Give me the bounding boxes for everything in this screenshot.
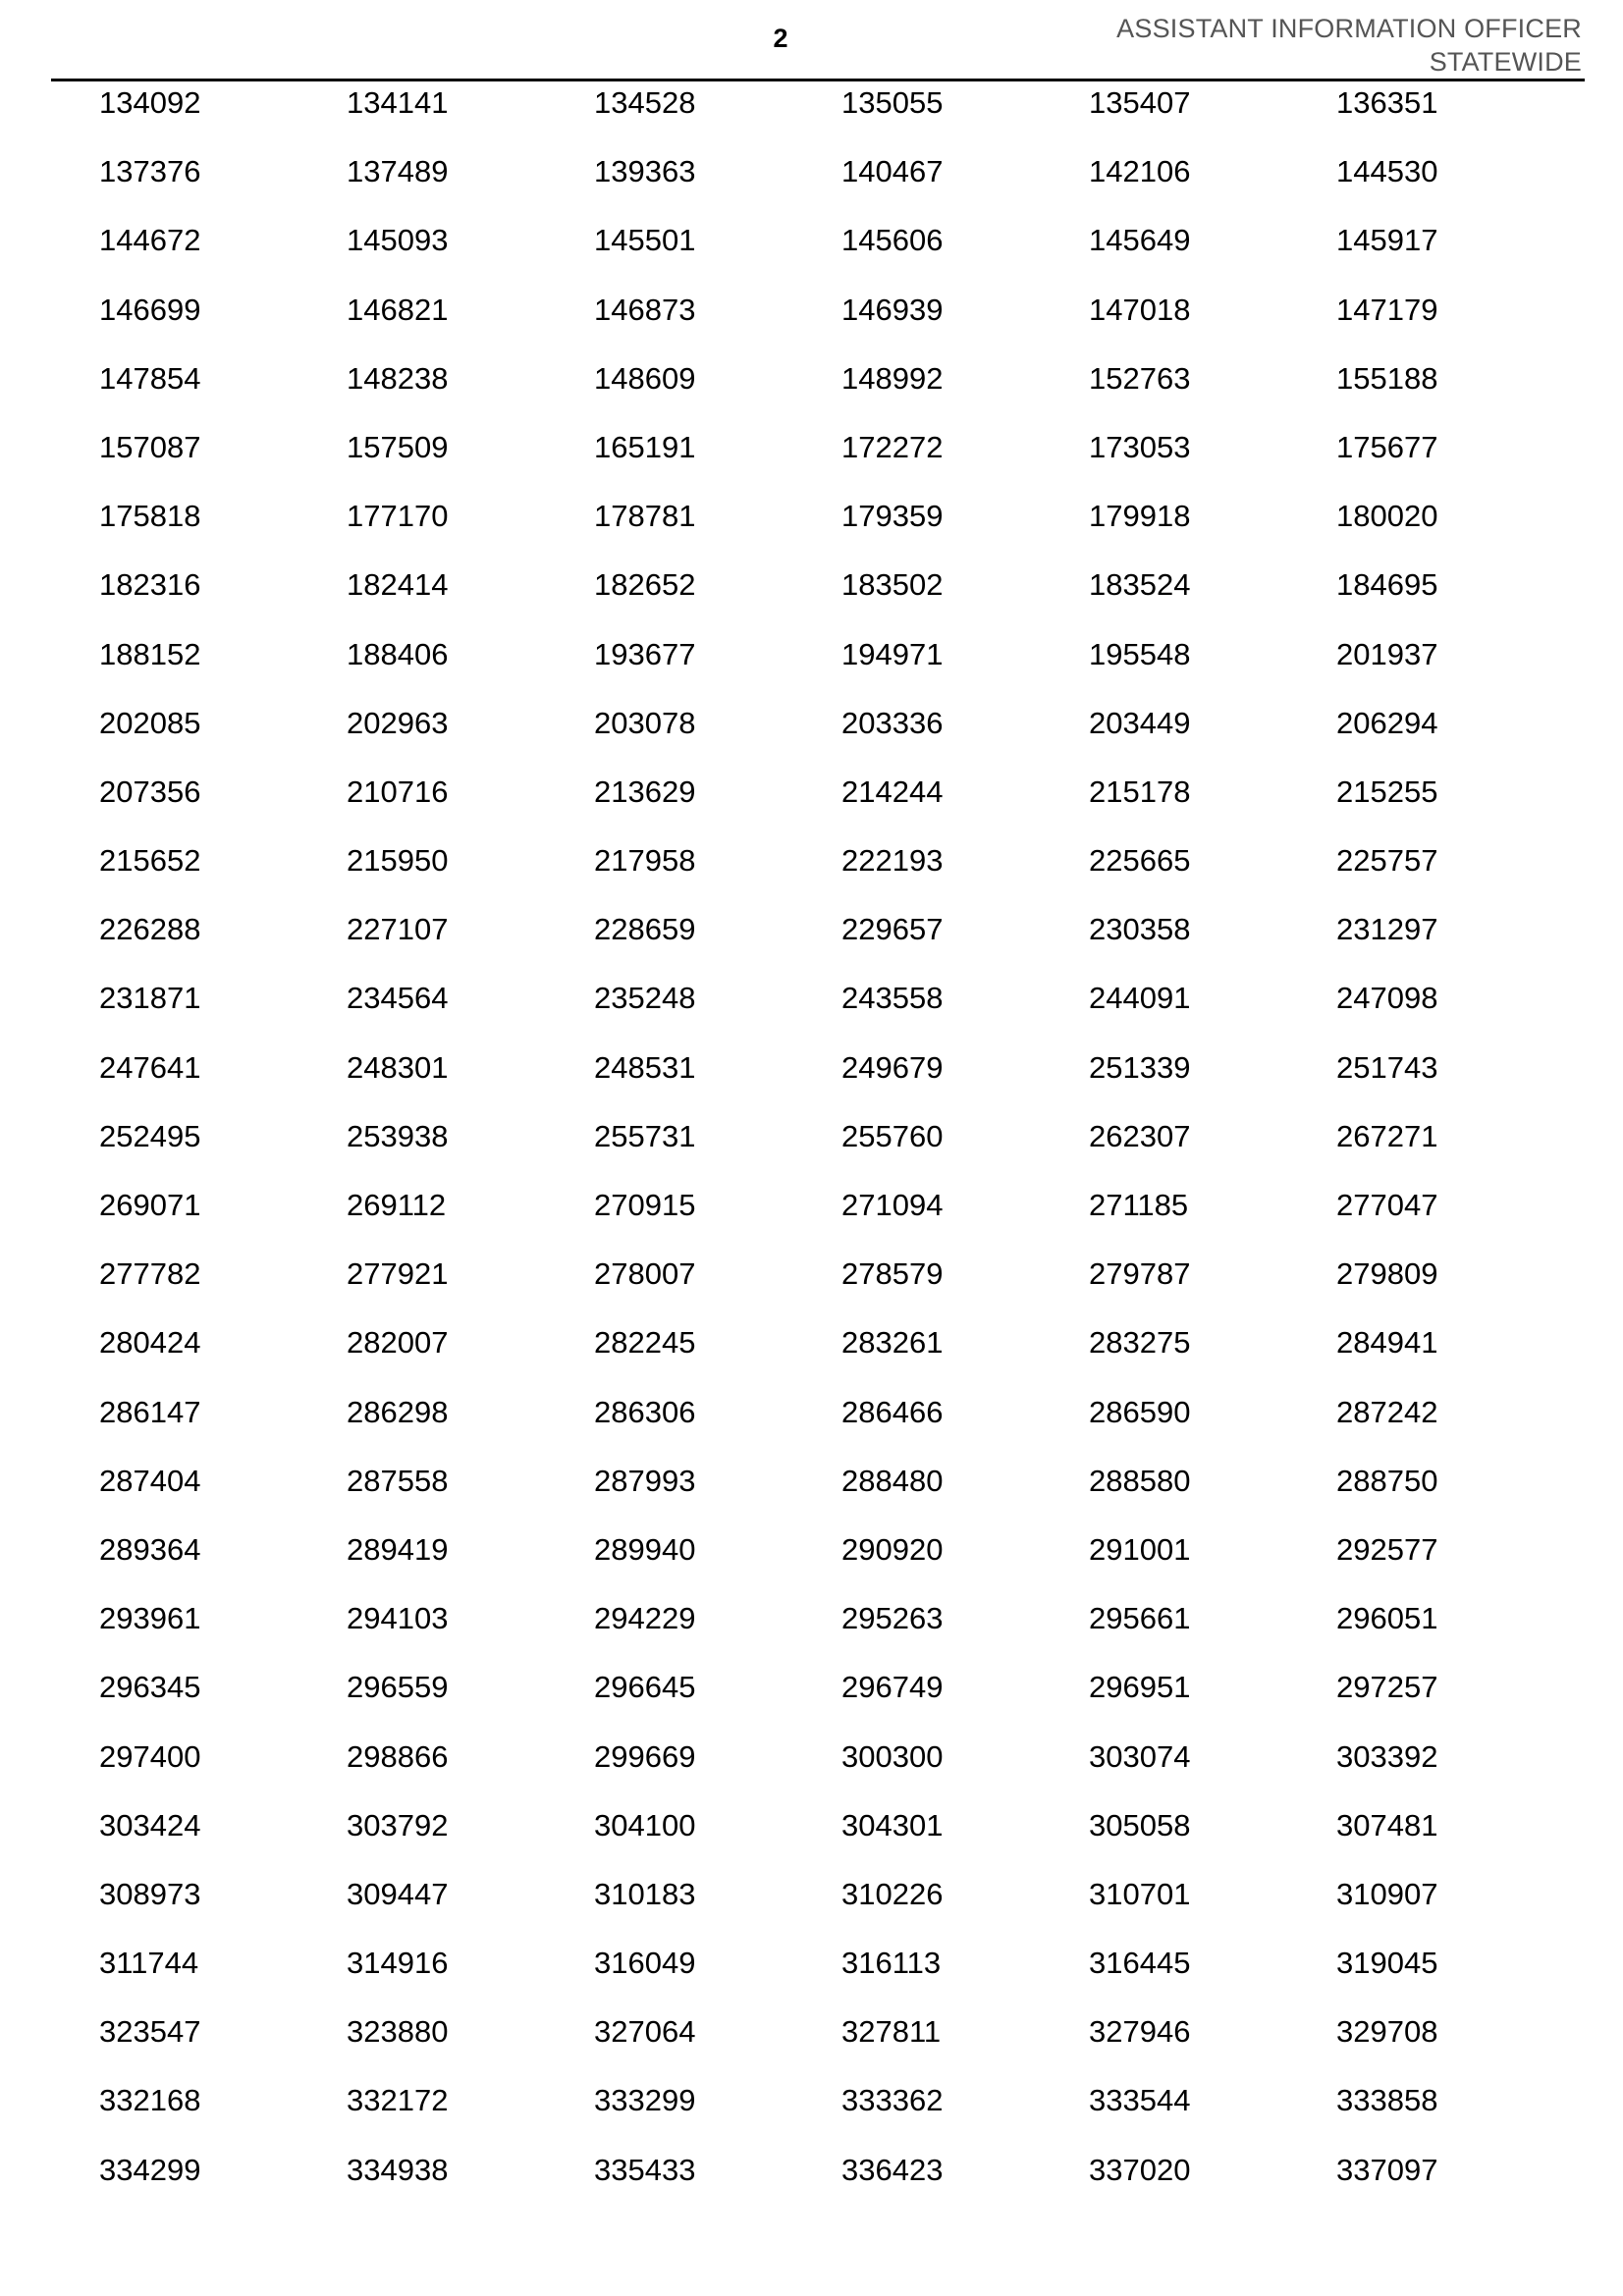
number-cell: 215178 (1089, 774, 1191, 809)
number-cell: 231871 (99, 981, 201, 1016)
number-cell: 179918 (1089, 499, 1191, 534)
number-cell: 188406 (347, 636, 449, 671)
number-row (99, 290, 1572, 358)
number-cell: 230358 (1089, 912, 1191, 947)
number-cell: 175818 (99, 499, 201, 534)
number-cell: 297400 (99, 1738, 201, 1774)
number-cell: 277921 (347, 1256, 449, 1292)
number-row (99, 220, 1572, 289)
number-row (99, 1874, 1572, 1943)
number-cell: 142106 (1089, 154, 1191, 189)
number-cell: 286590 (1089, 1394, 1191, 1429)
number-cell: 298866 (347, 1738, 449, 1774)
number-cell: 319045 (1336, 1946, 1438, 1981)
number-cell: 296749 (841, 1670, 944, 1705)
number-row (99, 2080, 1572, 2149)
number-cell: 333362 (841, 2083, 944, 2118)
number-cell: 303424 (99, 1807, 201, 1842)
number-cell: 203336 (841, 705, 944, 740)
number-cell: 180020 (1336, 499, 1438, 534)
number-cell: 295661 (1089, 1601, 1191, 1636)
number-cell: 253938 (347, 1118, 449, 1153)
number-row (99, 1805, 1572, 1874)
number-cell: 278579 (841, 1256, 944, 1292)
number-cell: 134528 (594, 85, 696, 120)
number-cell: 137489 (347, 154, 449, 189)
number-cell: 292577 (1336, 1531, 1438, 1567)
number-cell: 277047 (1336, 1188, 1438, 1222)
number-row (99, 151, 1572, 220)
number-cell: 310907 (1336, 1876, 1438, 1911)
number-cell: 316113 (841, 1946, 942, 1981)
number-cell: 140467 (841, 154, 944, 189)
number-cell: 286147 (99, 1394, 201, 1429)
number-cell: 287242 (1336, 1394, 1438, 1429)
number-cell: 296051 (1336, 1601, 1438, 1636)
number-cell: 145501 (594, 223, 696, 258)
number-cell: 336423 (841, 2152, 944, 2187)
number-row (99, 82, 1572, 151)
number-cell: 202963 (347, 705, 449, 740)
number-row (99, 840, 1572, 909)
number-cell: 217958 (594, 843, 696, 879)
number-row (99, 427, 1572, 496)
number-cell: 289940 (594, 1531, 696, 1567)
number-cell: 203449 (1089, 705, 1191, 740)
number-cell: 303392 (1336, 1738, 1438, 1774)
number-row (99, 1943, 1572, 2011)
number-cell: 304301 (841, 1807, 944, 1842)
number-cell: 279787 (1089, 1256, 1191, 1292)
number-cell: 234564 (347, 981, 449, 1016)
number-cell: 307481 (1336, 1807, 1438, 1842)
number-cell: 255760 (841, 1118, 944, 1153)
number-cell: 147018 (1089, 292, 1191, 327)
number-cell: 311744 (99, 1946, 199, 1981)
number-cell: 144530 (1336, 154, 1438, 189)
number-cell: 283275 (1089, 1325, 1191, 1361)
number-row (99, 703, 1572, 772)
number-cell: 165191 (594, 429, 696, 464)
number-cell: 178781 (594, 499, 696, 534)
number-cell: 225757 (1336, 843, 1438, 879)
number-cell: 329708 (1336, 2014, 1438, 2050)
number-cell: 145606 (841, 223, 944, 258)
number-cell: 177170 (347, 499, 449, 534)
header-subtitle: STATEWIDE (1429, 47, 1582, 77)
number-cell: 249679 (841, 1049, 944, 1085)
number-row (99, 1529, 1572, 1598)
number-cell: 135407 (1089, 85, 1191, 120)
number-cell: 247098 (1336, 981, 1438, 1016)
number-cell: 300300 (841, 1738, 944, 1774)
number-cell: 270915 (594, 1188, 696, 1222)
number-grid (99, 82, 1572, 2218)
number-cell: 137376 (99, 154, 201, 189)
number-cell: 255731 (594, 1118, 696, 1153)
number-cell: 295263 (841, 1601, 944, 1636)
number-cell: 284941 (1336, 1325, 1438, 1361)
number-cell: 334299 (99, 2152, 201, 2187)
number-row (99, 1254, 1572, 1322)
number-cell: 323547 (99, 2014, 201, 2050)
number-cell: 310701 (1089, 1876, 1191, 1911)
number-cell: 287404 (99, 1463, 201, 1498)
number-cell: 288580 (1089, 1463, 1191, 1498)
number-cell: 271185 (1089, 1188, 1189, 1222)
number-cell: 290920 (841, 1531, 944, 1567)
number-cell: 201937 (1336, 636, 1438, 671)
number-cell: 288480 (841, 1463, 944, 1498)
number-cell: 184695 (1336, 567, 1438, 603)
number-cell: 248301 (347, 1049, 449, 1085)
number-cell: 145649 (1089, 223, 1191, 258)
number-row (99, 2150, 1572, 2218)
number-cell: 215652 (99, 843, 201, 879)
number-cell: 303792 (347, 1807, 449, 1842)
number-cell: 145917 (1336, 223, 1438, 258)
header-divider (51, 79, 1585, 81)
number-cell: 157087 (99, 429, 201, 464)
number-cell: 182414 (347, 567, 449, 603)
number-row (99, 634, 1572, 703)
number-cell: 227107 (347, 912, 449, 947)
number-row (99, 1667, 1572, 1735)
number-cell: 179359 (841, 499, 944, 534)
number-cell: 327946 (1089, 2014, 1191, 2050)
number-cell: 282245 (594, 1325, 696, 1361)
number-cell: 308973 (99, 1876, 201, 1911)
number-cell: 277782 (99, 1256, 201, 1292)
number-cell: 183502 (841, 567, 944, 603)
number-row (99, 1116, 1572, 1185)
number-cell: 139363 (594, 154, 696, 189)
number-cell: 291001 (1089, 1531, 1191, 1567)
number-cell: 146939 (841, 292, 944, 327)
number-cell: 173053 (1089, 429, 1191, 464)
number-cell: 296645 (594, 1670, 696, 1705)
number-cell: 182652 (594, 567, 696, 603)
number-cell: 172272 (841, 429, 944, 464)
number-row (99, 2011, 1572, 2080)
number-cell: 296951 (1089, 1670, 1191, 1705)
number-cell: 334938 (347, 2152, 449, 2187)
number-cell: 305058 (1089, 1807, 1191, 1842)
number-cell: 146873 (594, 292, 696, 327)
number-cell: 231297 (1336, 912, 1438, 947)
number-cell: 294103 (347, 1601, 449, 1636)
number-cell: 157509 (347, 429, 449, 464)
number-cell: 207356 (99, 774, 201, 809)
number-cell: 279809 (1336, 1256, 1438, 1292)
number-cell: 303074 (1089, 1738, 1191, 1774)
number-cell: 304100 (594, 1807, 696, 1842)
number-cell: 282007 (347, 1325, 449, 1361)
number-cell: 194971 (841, 636, 944, 671)
header-title: ASSISTANT INFORMATION OFFICER (1116, 14, 1582, 43)
number-cell: 144672 (99, 223, 201, 258)
number-cell: 206294 (1336, 705, 1438, 740)
number-cell: 310226 (841, 1876, 944, 1911)
number-cell: 203078 (594, 705, 696, 740)
number-row (99, 1047, 1572, 1116)
number-cell: 148992 (841, 360, 944, 396)
number-cell: 332168 (99, 2083, 201, 2118)
number-cell: 152763 (1089, 360, 1191, 396)
number-cell: 297257 (1336, 1670, 1438, 1705)
number-cell: 182316 (99, 567, 201, 603)
number-cell: 335433 (594, 2152, 696, 2187)
number-cell: 287993 (594, 1463, 696, 1498)
number-cell: 337097 (1336, 2152, 1438, 2187)
number-row (99, 1736, 1572, 1805)
number-cell: 134141 (347, 85, 449, 120)
number-cell: 278007 (594, 1256, 696, 1292)
number-row (99, 564, 1572, 633)
number-cell: 244091 (1089, 981, 1191, 1016)
number-cell: 251743 (1336, 1049, 1438, 1085)
number-row (99, 1185, 1572, 1254)
number-cell: 296345 (99, 1670, 201, 1705)
number-cell: 262307 (1089, 1118, 1191, 1153)
number-cell: 213629 (594, 774, 696, 809)
number-cell: 316445 (1089, 1946, 1191, 1981)
number-row (99, 978, 1572, 1046)
number-cell: 287558 (347, 1463, 449, 1498)
number-cell: 316049 (594, 1946, 696, 1981)
number-cell: 215950 (347, 843, 449, 879)
number-cell: 251339 (1089, 1049, 1191, 1085)
number-cell: 226288 (99, 912, 201, 947)
number-cell: 289364 (99, 1531, 201, 1567)
number-cell: 145093 (347, 223, 449, 258)
page-number: 2 (773, 24, 788, 53)
number-cell: 134092 (99, 85, 201, 120)
number-cell: 146821 (347, 292, 449, 327)
number-cell: 299669 (594, 1738, 696, 1774)
number-row (99, 1598, 1572, 1667)
number-cell: 286466 (841, 1394, 944, 1429)
number-cell: 175677 (1336, 429, 1438, 464)
number-row (99, 1392, 1572, 1461)
number-row (99, 358, 1572, 427)
number-cell: 248531 (594, 1049, 696, 1085)
number-cell: 267271 (1336, 1118, 1438, 1153)
number-cell: 332172 (347, 2083, 449, 2118)
number-row (99, 1322, 1572, 1391)
number-row (99, 1461, 1572, 1529)
number-cell: 288750 (1336, 1463, 1438, 1498)
number-cell: 148609 (594, 360, 696, 396)
number-cell: 183524 (1089, 567, 1191, 603)
number-cell: 215255 (1336, 774, 1438, 809)
number-cell: 333858 (1336, 2083, 1438, 2118)
number-cell: 225665 (1089, 843, 1191, 879)
number-cell: 333544 (1089, 2083, 1191, 2118)
number-cell: 188152 (99, 636, 201, 671)
number-cell: 214244 (841, 774, 944, 809)
number-row (99, 772, 1572, 840)
number-cell: 252495 (99, 1118, 201, 1153)
number-cell: 228659 (594, 912, 696, 947)
number-cell: 135055 (841, 85, 944, 120)
document-header (1116, 12, 1582, 79)
number-cell: 294229 (594, 1601, 696, 1636)
number-row (99, 496, 1572, 564)
number-cell: 229657 (841, 912, 944, 947)
number-cell: 147854 (99, 360, 201, 396)
number-cell: 210716 (347, 774, 449, 809)
number-cell: 327064 (594, 2014, 696, 2050)
number-cell: 247641 (99, 1049, 201, 1085)
number-cell: 243558 (841, 981, 944, 1016)
number-cell: 293961 (99, 1601, 201, 1636)
number-cell: 155188 (1336, 360, 1438, 396)
number-cell: 280424 (99, 1325, 201, 1361)
number-cell: 289419 (347, 1531, 449, 1567)
number-cell: 337020 (1089, 2152, 1191, 2187)
number-cell: 147179 (1336, 292, 1438, 327)
number-cell: 296559 (347, 1670, 449, 1705)
number-cell: 195548 (1089, 636, 1191, 671)
number-cell: 314916 (347, 1946, 449, 1981)
number-cell: 269071 (99, 1188, 201, 1222)
number-cell: 286298 (347, 1394, 449, 1429)
number-cell: 235248 (594, 981, 696, 1016)
number-cell: 146699 (99, 292, 201, 327)
number-cell: 202085 (99, 705, 201, 740)
number-cell: 286306 (594, 1394, 696, 1429)
number-cell: 309447 (347, 1876, 449, 1911)
number-cell: 148238 (347, 360, 449, 396)
number-cell: 136351 (1336, 85, 1438, 120)
number-cell: 269112 (347, 1188, 447, 1222)
number-row (99, 909, 1572, 978)
number-cell: 333299 (594, 2083, 696, 2118)
number-cell: 323880 (347, 2014, 449, 2050)
number-cell: 327811 (841, 2014, 942, 2050)
number-cell: 271094 (841, 1188, 944, 1222)
number-cell: 193677 (594, 636, 696, 671)
number-cell: 222193 (841, 843, 944, 879)
number-cell: 283261 (841, 1325, 944, 1361)
number-cell: 310183 (594, 1876, 696, 1911)
